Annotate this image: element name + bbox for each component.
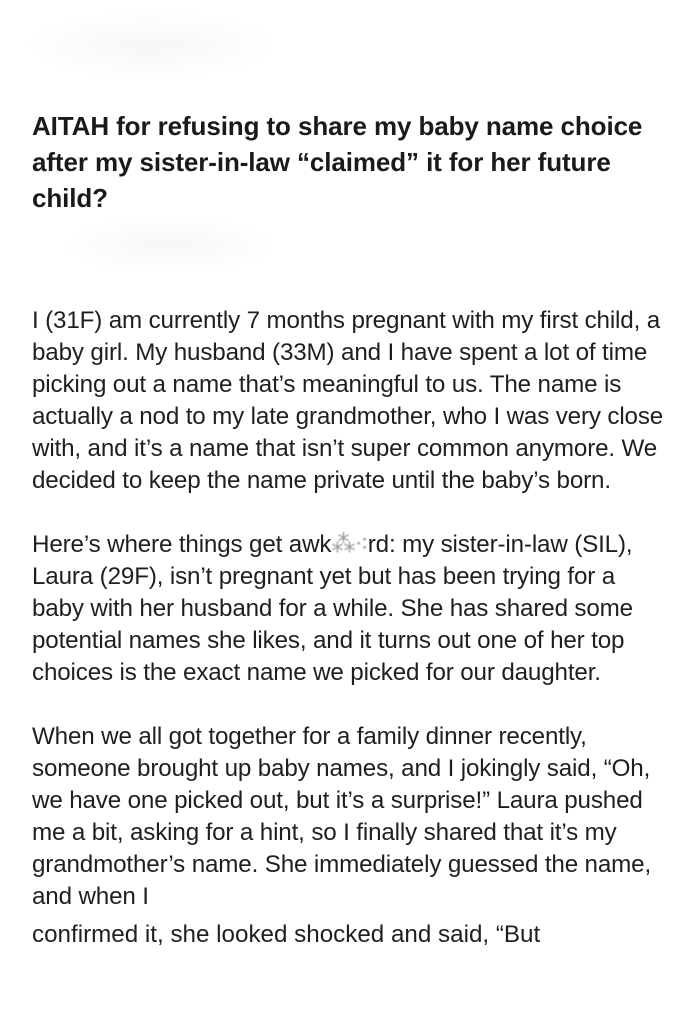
post-title: AITAH for refusing to share my baby name choice after my sister-in-law “claimed” it for her future child? (32, 111, 643, 213)
paragraph-2-end: rd: my sister-in-law (SIL), Laura (29F), isn’t pregnant yet but has been trying for a baby with her husband for a while. She has shared some potential names she likes, and it turns out one of her top choices is the exact name we picked for our daughter. (32, 531, 633, 686)
paragraph-2 (32, 529, 672, 689)
paragraph-1: I (31F) am currently 7 months pregnant with my first child, a baby girl. My husband (33M) and I have spent a lot of time picking out a name that’s meaningful to us. The name is actually a nod to my late grandmother, who I was very close with, and it’s a name that isn’t super common anymore. We decided to keep the name private until the baby’s born. (32, 307, 664, 494)
background-smudge-mid (60, 215, 280, 275)
paragraph-2-start: Here’s where things get awk (32, 531, 332, 558)
paragraph-3: When we all got together for a family dinner recently, someone brought up baby names, and I jokingly said, “Oh, we have one picked out, but it’s a surprise!” Laura pushed me a bit, asking for a hint, so I finally shared that it’s my grandmother’s name. She immediately guessed the name, and when I (32, 723, 652, 910)
cut-off-text: confirmed it, she looked shocked and said, “But (32, 921, 541, 948)
obscured-text: ⁂⁖ (331, 531, 368, 558)
background-smudge-top (20, 10, 280, 80)
cut-off-line (32, 913, 672, 948)
post-body (32, 305, 672, 948)
